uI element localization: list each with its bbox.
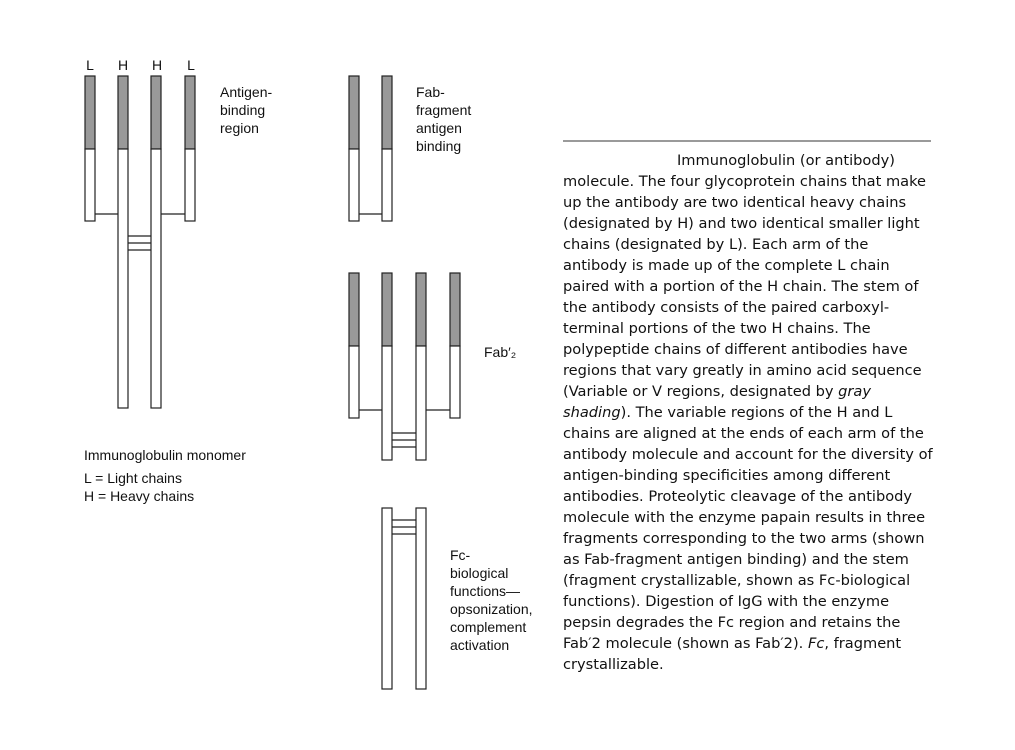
fab2-label: Fab′₂ [484, 344, 517, 360]
monomer-light-chain-right-constant [185, 149, 195, 221]
label-line: opsonization, [450, 601, 533, 617]
fab-fragment-label [416, 83, 471, 155]
label-line: complement [450, 619, 527, 635]
fc-heavy-chain-right [416, 508, 426, 689]
label-line: binding [220, 102, 266, 118]
label-line: region [220, 120, 259, 136]
label-line: antigen [416, 120, 462, 136]
fab-heavy-chain-variable [382, 76, 392, 149]
fab2-heavy-chain-left-constant [382, 346, 392, 460]
label-line: binding [416, 138, 462, 154]
label-line: biological [450, 565, 509, 581]
antigen-binding-region-label [220, 83, 272, 137]
chain-label-light-left: L [86, 57, 94, 73]
chain-label-light-right: L [187, 57, 195, 73]
fc-heavy-chain-left [382, 508, 392, 689]
fab-light-chain-variable [349, 76, 359, 149]
fab2-heavy-chain-right-variable [416, 273, 426, 346]
monomer-light-chain-left-variable [85, 76, 95, 149]
label-line: functions— [450, 583, 521, 599]
label-line: Antigen- [220, 84, 273, 100]
fc-biological-functions-label [450, 546, 533, 654]
chain-label-heavy-left: H [117, 57, 129, 73]
caption-italic-fc: Fc [807, 635, 825, 652]
monomer-light-chain-right-variable [185, 76, 195, 149]
fab2-light-chain-right-constant [450, 346, 460, 418]
chain-label-heavy-right: H [151, 57, 163, 73]
fab2-light-chain-left-variable [349, 273, 359, 346]
monomer-heavy-chain-right-variable [151, 76, 161, 149]
label-line: Fab- [416, 84, 445, 100]
caption-text-3: , fragment crystallizable. [563, 635, 902, 673]
fab2-light-chain-left-constant [349, 346, 359, 418]
label-line: Fc- [450, 547, 471, 563]
legend-light-chains: L = Light chains [84, 470, 182, 486]
monomer-structure [85, 76, 195, 408]
fab2-structure [349, 273, 460, 460]
monomer-heavy-chain-left-variable [118, 76, 128, 149]
caption-rule [563, 140, 931, 142]
monomer-title: Immunoglobulin monomer [84, 447, 246, 463]
fab-fragment-structure [349, 76, 392, 221]
figure-caption [563, 150, 933, 675]
fab-heavy-chain-constant [382, 149, 392, 221]
monomer-heavy-chain-right-constant [151, 149, 161, 408]
fab2-heavy-chain-left-variable [382, 273, 392, 346]
legend-heavy-chains: H = Heavy chains [84, 488, 195, 504]
fab2-heavy-chain-right-constant [416, 346, 426, 460]
fab2-light-chain-right-variable [450, 273, 460, 346]
monomer-light-chain-left-constant [85, 149, 95, 221]
caption-text-1: Immunoglobulin (or antibody) molecule. The four glycoprotein chains that make up the antibody are two identical heavy chains (designated by H) and two identical smaller light chains (designated by L). Each arm of the antibody is made up of the complete L chain paired with a portion of the H chain. The stem of the antibody consists of the paired carboxyl-terminal portions of the two H chains. The polypeptide chains of different antibodies have regions that vary greatly in amino acid sequence (Variable or V regions, designated by [563, 152, 927, 400]
monomer-heavy-chain-left-constant [118, 149, 128, 408]
caption-italic-gray-shading: gray shading [563, 383, 871, 421]
caption-text-2: ). The variable regions of the H and L chains are aligned at the ends of each arm of the antibody molecule and account for the diversity of antigen-binding specificities among different antibodies. Proteolytic cleavage of the antibody molecule with the enzyme papain results in three fragments corresponding to the two arms (shown as Fab-fragment antigen binding) and the stem (fragment crystallizable, shown as Fc-biological functions). Digestion of IgG with the enzyme pepsin degrades the Fc region and retains the Fab′2 molecule (shown as Fab′2). [563, 404, 933, 652]
label-line: activation [450, 637, 510, 653]
label-line: fragment [416, 102, 472, 118]
fab-light-chain-constant [349, 149, 359, 221]
fc-structure [382, 508, 426, 689]
